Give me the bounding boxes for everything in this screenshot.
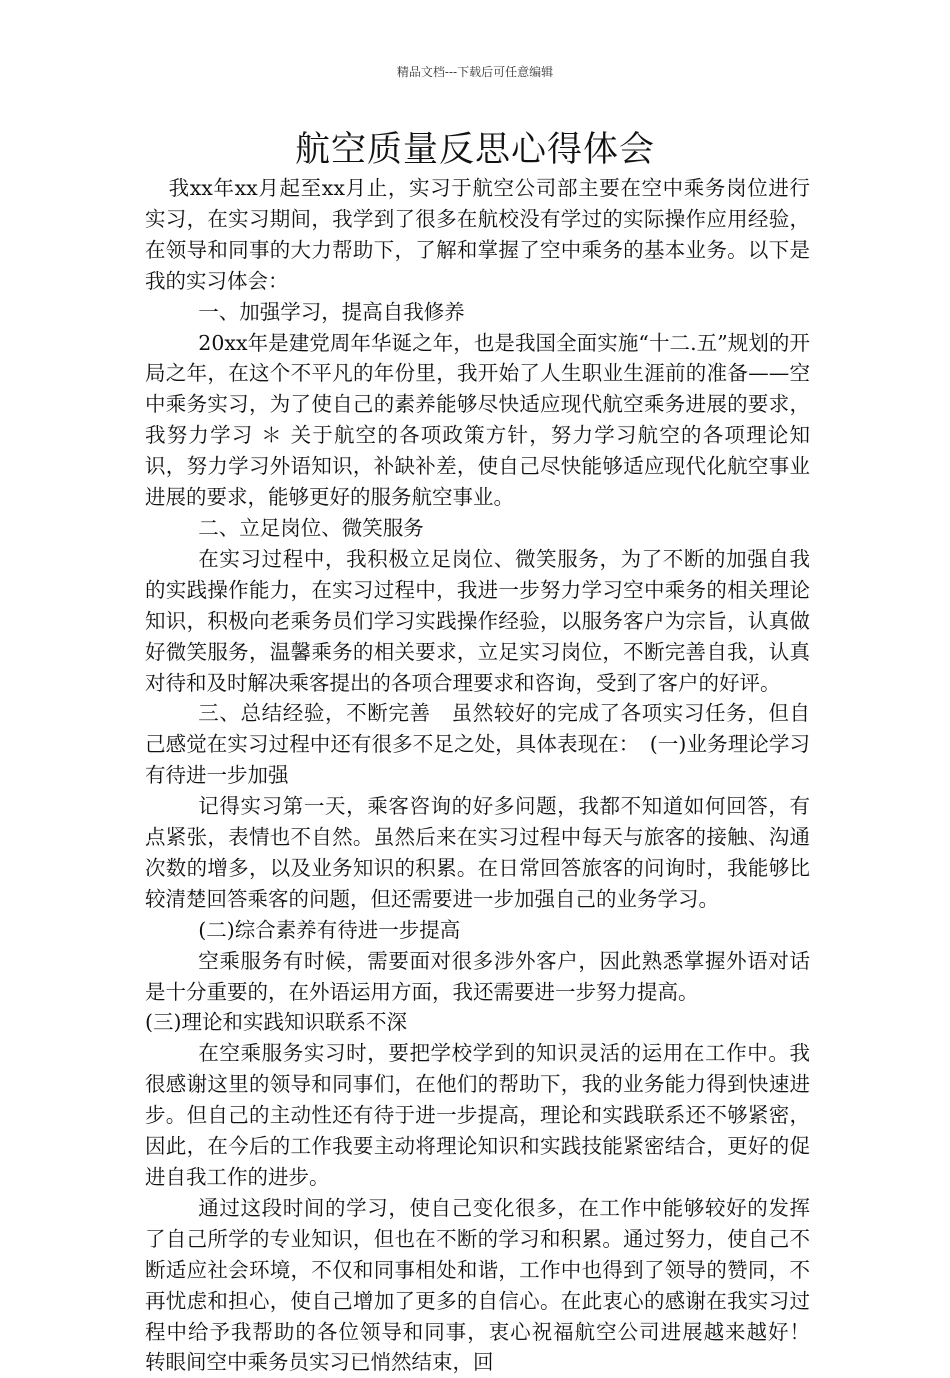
subheading-3: (三)理论和实践知识联系不深 [145, 1010, 407, 1035]
paragraph-1: 20xx年是建党周年华诞之年，也是我国全面实施“十二.五”规划的开局之年，在这个不平凡的年份里，我开始了人生职业生涯前的准备——空中乘务实习，为了使自己的素养能够尽快适应现代航空乘务进展的要求，我努力学习 ＊ 关于航空的各项政策方针，努力学习航空的各项理论知识，努力学习外语知识，补缺补差，使自己尽快能够适应现代化航空事业进展的要求，能够更好的服务航空事业。 [145, 330, 810, 510]
section-heading-3: 三、总结经验，不断完善 虽然较好的完成了各项实习任务，但自己感觉在实习过程中还有很多不足之处，具体表现在： (一)业务理论学习有待进一步加强 [145, 701, 810, 788]
subheading-2: (二)综合素养有待进一步提高 [198, 917, 461, 942]
paragraph-3: 记得实习第一天，乘客咨询的好多问题，我都不知道如何回答，有点紧张，表情也不自然。虽然后来在实习过程中每天与旅客的接触、沟通次数的增多，以及业务知识的积累。在日常回答旅客的问询时，我能够比较清楚回答乘客的问题，但还需要进一步加强自己的业务学习。 [145, 794, 810, 911]
paragraph-6: 通过这段时间的学习，使自己变化很多，在工作中能够较好的发挥了自己所学的专业知识，但也在不断的学习和积累。通过努力，使自己不断适应社会环境，不仅和同事相处和谐，工作中也得到了领导的赞同，不再忧虑和担心，使自己增加了更多的自信心。在此衷心的感谢在我实习过程中给予我帮助的各位领导和同事，衷心祝福航空公司进展越来越好！ 转眼间空中乘务员实习已悄然结束，回 [145, 1195, 831, 1375]
paragraph-4: 空乘服务有时候，需要面对很多涉外客户，因此熟悉掌握外语对话是十分重要的，在外语运用方面，我还需要进一步努力提高。 [145, 948, 810, 1004]
section-heading-1: 一、加强学习，提高自我修养 [198, 299, 465, 324]
document-body [145, 173, 831, 1378]
document-title: 航空质量反思心得体会 [294, 130, 655, 170]
section-heading-2: 二、立足岗位、微笑服务 [198, 515, 424, 540]
paragraph-intro: 我xx年xx月起至xx月止，实习于航空公司部主要在空中乘务岗位进行实习，在实习期间，我学到了很多在航校没有学过的实际操作应用经验，在领导和同事的大力帮助下，了解和掌握了空中乘务的基本业务。以下是我的实习体会： [145, 176, 810, 293]
paragraph-5: 在空乘服务实习时，要把学校学到的知识灵活的运用在工作中。我很感谢这里的领导和同事们，在他们的帮助下，我的业务能力得到快速进步。但自己的主动性还有待于进一步提高，理论和实践联系还不够紧密，因此，在今后的工作我要主动将理论知识和实践技能紧密结合，更好的促进自我工作的进步。 [145, 1041, 810, 1189]
page-header: 精品文档---下载后可任意编辑 [396, 65, 554, 79]
paragraph-2: 在实习过程中，我积极立足岗位、微笑服务，为了不断的加强自我的实践操作能力，在实习过程中，我进一步努力学习空中乘务的相关理论知识，积极向老乘务员们学习实践操作经验，以服务客户为宗旨，认真做好微笑服务，温馨乘务的相关要求，立足实习岗位，不断完善自我，认真对待和及时解决乘客提出的各项合理要求和咨询，受到了客户的好评。 [145, 546, 810, 695]
